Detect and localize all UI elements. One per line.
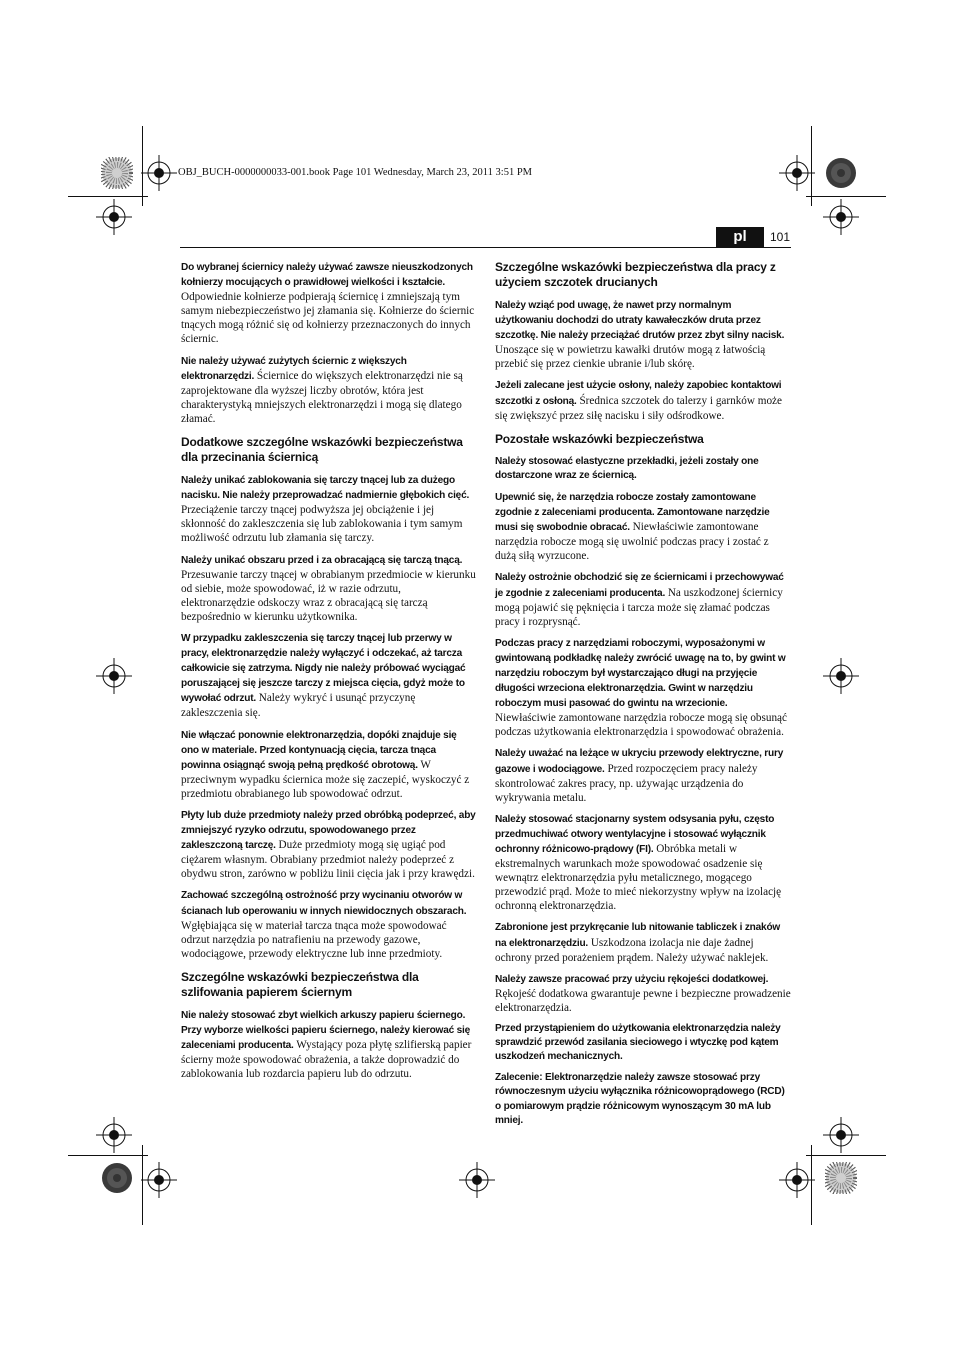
paragraph: Nie włączać ponownie elektronarzędzia, dopóki znajduje się ono w materiale. Przed kontynuacją cięcia, tarcza tnąca powinna osiągnąć swoją pełną prędkość obrotową. W przeciwnym wypadku ściernica może się zaczepić, wyskoczyć z przedmiotu obrabianego lub spowodować odrzut. [181,729,470,800]
section-heading: Dodatkowe szczególne wskazówki bezpieczeństwa dla przecinania ściernicą [181,435,463,465]
page-number: 101 [770,230,791,244]
header-rule [180,247,791,248]
registration-mark-icon [823,199,859,235]
paragraph: Do wybranej ściernicy należy używać zawsze nieuszkodzonych kołnierzy mocujących o prawidłowej wielkości i kształcie. Odpowiednie kołnierze podpierają ściernicę i zmniejszają tym samym niebezpieczeństwo jej złamania się. Kołnierze do ściernic tnących mogą różnić się od kołnierzy przeznaczonych do innych ściernic. [181,262,475,346]
language-badge: pl [716,227,764,247]
paragraph: Należy unikać zablokowania się tarczy tnącej lub za dużego nacisku. Nie należy przeprowadzać nadmiernie głębokich cięć. Przeciążenie tarczy tnącej podwyższa jej obciążenie i jej skłonność do zakleszczenia się lub zablokowania i tym samym możliwość odrzutu lub złamania się tarczy. [181,475,470,545]
registration-mark-icon [141,155,177,191]
registration-mark-icon [96,1117,132,1153]
paragraph: Zachować szczególną ostrożność przy wycinaniu otworów w ścianach lub operowaniu w innych niewidocznych obszarach. Wgłębiająca się w materiał tarcza tnąca może spowodować odrzut narzędzia po natrafieniu na przewody gazowe, wodociągowe, przewody elektryczne lub inne przedmioty. [181,890,467,960]
registration-mark-icon [96,658,132,694]
registration-mark-icon [779,1162,815,1198]
paragraph: Nie należy stosować zbyt wielkich arkuszy papieru ściernego. Przy wyborze wielkości papieru ściernego, należy kierować się zaleceniami producenta. Wystający poza płytę szlifierską papier ścierny może spowodować obrażenia, a także doprowadzić do zablokowania lub rozdarcia papieru lub do odrzutu. [181,1009,472,1081]
paragraph: Zabronione jest przykręcanie lub nitowanie tabliczek i znaków na elektronarzędziu. Uszkodzona izolacja nie daje żadnej ochrony przed porażeniem prądem. Należy używać naklejek. [495,922,781,964]
right-column [495,260,791,1135]
color-target-icon [101,1162,133,1194]
paragraph: Płyty lub duże przedmioty należy przed obróbką podeprzeć, aby zmniejszyć ryzyko odrzutu, spowodowanego przez zakleszczoną tarczę. Duże przedmioty mogą się ugiąć pod ciężarem własnym. Obrabiany przedmiot należy podeprzeć z obydwu stron, zarówno w pobliżu linii cięcia jak i przy krawędzi. [181,810,476,881]
section-heading: Szczególne wskazówki bezpieczeństwa dla pracy z użyciem szczotek drucianych [495,260,776,289]
section-heading: Szczególne wskazówki bezpieczeństwa dla szlifowania papierem ściernym [181,969,419,999]
paragraph: Przed przystąpieniem do użytkowania elektronarzędzia należy sprawdzić przewód zasilania sieciowego i wtyczkę pod kątem uszkodzeń mechanicznych. [495,1023,781,1063]
color-target-icon [825,157,857,189]
registration-mark-icon [459,1162,495,1198]
book-file-info: OBJ_BUCH-0000000033-001.book Page 101 Wednesday, March 23, 2011 3:51 PM [178,167,532,178]
paragraph: Należy unikać obszaru przed i za obracającą się tarczą tnącą. Przesuwanie tarczy tnącej w obrabianym przedmiocie w kierunku od siebie, może spowodować, iż w razie odrzutu, elektronarzędzie odskoczy wraz z obracającą się tarczą bezpośrednio w kierunku użytkownika. [181,554,476,623]
registration-mark-icon [141,1162,177,1198]
paragraph: Należy zawsze pracować przy użyciu rękojeści dodatkowej. Rękojeść dodatkowa gwarantuje pewne i bezpieczne prowadzenie elektronarzędzia. [495,973,791,1014]
registration-mark-icon [96,199,132,235]
left-column [181,260,477,1088]
paragraph: Upewnić się, że narzędzia robocze zostały zamontowane zgodnie z zaleceniami producenta. Zamontowane narzędzie musi się swobodnie obracać. Niewłaściwie zamontowane narzędzia robocze mogą się uwolnić podczas pracy i zostać z dużą siłą wyrzucone. [495,491,770,563]
section-heading: Pozostałe wskazówki bezpieczeństwa [495,431,704,446]
paragraph: W przypadku zakleszczenia się tarczy tnącej lub przerwy w pracy, elektronarzędzie należy wyłączyć i odczekać, aż tarcza całkowicie się zatrzyma. Nigdy nie należy próbować wyciągać poruszającej się jeszcze tarczy z miejsca cięcia, gdyż może to wywołać odrzut. Należy wykryć i usunąć przyczynę zakleszczenia się. [181,632,466,720]
crop-mark [68,1155,148,1156]
paragraph: Nie należy używać zużytych ściernic z większych elektronarzędzi. Ściernice do większych elektronarzędzi nie są zaprojektowane dla wyższej liczby obrotów, która jest charakterystyką mniejszych elektronarzędzi i mogą się dlatego złamać. [181,355,463,425]
crop-mark [68,196,148,197]
color-target-icon [825,1162,857,1194]
registration-mark-icon [779,155,815,191]
crop-mark [806,196,886,197]
color-target-icon [101,157,133,189]
paragraph: Jeżeli zalecane jest użycie osłony, należy zapobiec kontaktowi szczotki z osłoną. Średnica szczotek do talerzy i garnków może się zwiększyć przez siłę nacisku i siły odśrodkowe. [495,380,782,422]
paragraph: Należy stosować elastyczne przekładki, jeżeli zostały one dostarczone wraz ze ściernicą. [495,455,759,481]
paragraph: Należy stosować stacjonarny system odsysania pyłu, często przedmuchiwać otwory wentylacyjne i stosować wyłącznik ochronny różnicowo-prądowy (FI). Obróbka metali w ekstremalnych warunkach może spowodować osadzenie się wewnątrz elektronarzędzia pyłu metalicznego, mogącego przewodzić prąd. Może to mieć niekorzystny wpływ na izolację ochronną elektronarzędzia. [495,813,782,913]
paragraph: Podczas pracy z narzędziami roboczymi, wyposażonymi w gwintowaną podkładkę należy zwrócić uwagę na to, by gwint w narzędziu roboczym był wystarczająco długi na przyjęcie długości wrzeciona elektronarzędzia. Gwint w narzędziu roboczym musi pasować do gwintu na wrzecionie. Niewłaściwie zamontowane narzędzia robocze mogą się obsunąć podczas użytkowania elektronarzędzia i spowodować obrażenia. [495,637,787,739]
paragraph: Należy uważać na leżące w ukryciu przewody elektryczne, rury gazowe i wodociągowe. Przed rozpoczęciem pracy należy skontrolować zakres pracy, np. używając urządzenia do wykrywania metalu. [495,748,784,804]
paragraph: Zalecenie: Elektronarzędzie należy zawsze stosować przy równoczesnym użyciu wyłącznika różnicowoprądowego (RCD) o pomiarowym prądzie różnicowym wynoszącym 30 mA lub mniej. [495,1072,785,1126]
registration-mark-icon [823,1117,859,1153]
paragraph: Należy ostrożnie obchodzić się ze ściernicami i przechowywać je zgodnie z zaleceniami producenta. Na uszkodzonej ściernicy mogą pojawić się pęknięcia i tarcza może się złamać podczas pracy i rozprysnąć. [495,572,784,628]
crop-mark [806,1155,886,1156]
paragraph: Należy wziąć pod uwagę, że nawet przy normalnym użytkowaniu dochodzi do utraty kawałeczków druta przez szczotkę. Nie należy przeciążać drutów przez zbyt silny nacisk. Unoszące się w powietrzu kawałki drutów mogą z łatwością przebić się przez cienkie ubranie i/lub skórę. [495,300,785,371]
registration-mark-icon [823,658,859,694]
